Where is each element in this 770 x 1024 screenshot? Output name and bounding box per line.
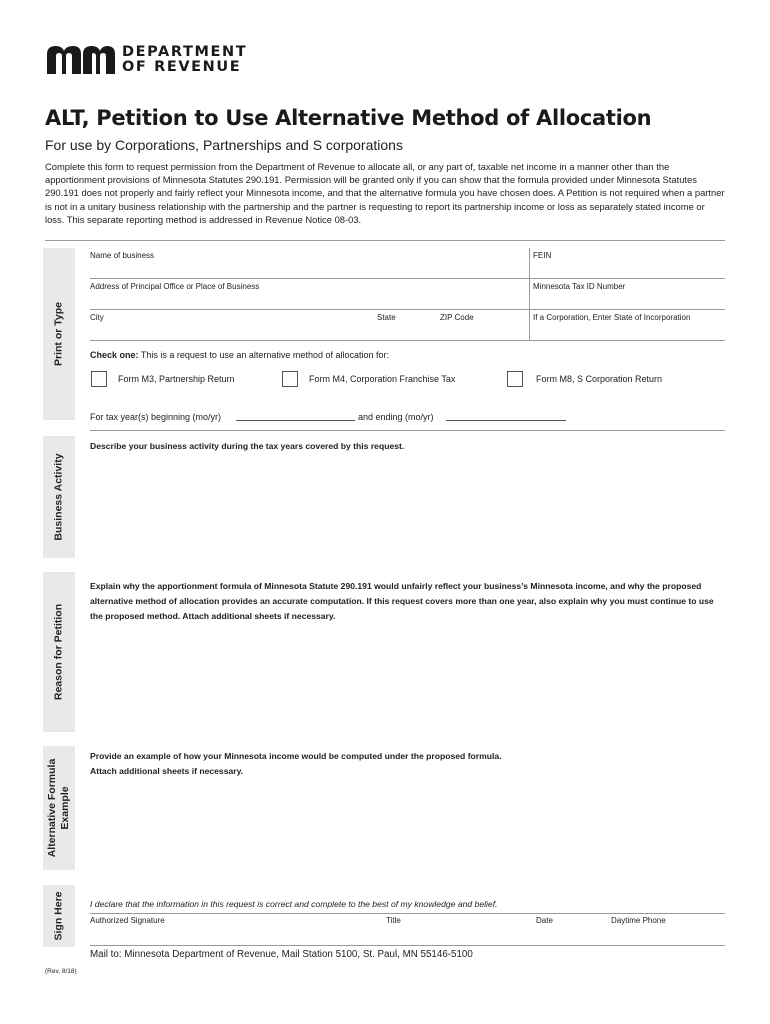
tax-year-end-field[interactable]: [446, 411, 566, 421]
business-activity-field[interactable]: [90, 458, 725, 558]
signature-line[interactable]: [90, 913, 725, 914]
formula-field[interactable]: [90, 785, 725, 870]
revision-date: (Rev. 8/18): [45, 968, 77, 975]
reason-prompt: Explain why the apportionment formula of Minnesota Statute 290.191 would unfairly reflect your business’s Minnesota income, and why the proposed alternative method of allocation provides an accurate computation. If this request covers more than one year, also explain why you must continue to use the proposed method. Attach additional sheets if necessary.: [90, 581, 714, 621]
department-name: DEPARTMENT OF REVENUE: [122, 44, 248, 75]
option-form-m4-label: Form M4, Corporation Franchise Tax: [309, 374, 456, 384]
tab-label: Sign Here: [52, 891, 65, 941]
tab-reason-for-petition: [43, 572, 75, 732]
business-activity-prompt: Describe your business activity during the tax years covered by this request.: [90, 441, 405, 451]
check-one-instruction: Check one: This is a request to use an alternative method of allocation for:: [90, 350, 389, 360]
form-subtitle: For use by Corporations, Partnerships and S corporations: [45, 137, 403, 153]
form-instructions: Complete this form to request permission from the Department of Revenue to allocate all, or any part of, taxable net income in a manner other than the apportionment provisions of Minnesota Statutes 290.191. Permission will be granted only if you can show that the formula provided under Minnesota Statutes 290.191 does not properly and fairly reflect your Minnesota income, and that the alternative formula you have chosen does. A Petition is not required when a partner is not in a unitary business relationship with the partnership and the partner is requesting to report its partnership income or loss as separately stated income or loss. This separate reporting method is addressed in Revenue Notice 08-03.: [45, 161, 725, 225]
checkbox-form-m3[interactable]: [91, 371, 107, 387]
fein-label: FEIN: [533, 251, 552, 260]
formula-prompt: Provide an example of how your Minnesota income would be computed under the proposed formula. Attach additional sheets if necessary.: [90, 751, 502, 776]
date-label: Date: [536, 916, 553, 925]
checkbox-form-m4[interactable]: [282, 371, 298, 387]
tax-year-end-label: and ending (mo/yr): [358, 412, 434, 422]
tab-label: Reason for Petition: [52, 603, 65, 701]
form-title: ALT, Petition to Use Alternative Method of Allocation: [45, 106, 652, 130]
mailing-address: Mail to: Minnesota Department of Revenue, Mail Station 5100, St. Paul, MN 55146-5100: [90, 949, 473, 960]
city-label: City: [90, 313, 104, 322]
address-field[interactable]: [90, 309, 725, 310]
tab-business-activity: [43, 436, 75, 558]
checkbox-form-m8[interactable]: [507, 371, 523, 387]
title-label: Title: [386, 916, 401, 925]
tab-label: Print or Type: [52, 302, 65, 366]
address-label: Address of Principal Office or Place of Business: [90, 282, 260, 291]
divider: [90, 430, 725, 431]
tab-print-or-type: [43, 248, 75, 420]
tab-label: Alternative Formula Example: [46, 758, 71, 858]
business-name-label: Name of business: [90, 251, 155, 260]
tax-id-label: Minnesota Tax ID Number: [533, 282, 626, 291]
tax-year-begin-label: For tax year(s) beginning (mo/yr): [90, 412, 222, 422]
tab-sign-here: [43, 885, 75, 947]
signature-label: Authorized Signature: [90, 916, 165, 925]
business-name-field[interactable]: [90, 278, 725, 279]
option-form-m8-label: Form M8, S Corporation Return: [536, 374, 663, 384]
phone-label: Daytime Phone: [611, 916, 666, 925]
tax-year-begin-field[interactable]: [236, 411, 355, 421]
option-form-m3-label: Form M3, Partnership Return: [118, 374, 235, 384]
tab-alternative-formula-example: [43, 746, 75, 870]
city-field[interactable]: [90, 340, 725, 341]
tab-label: Business Activity: [52, 453, 65, 541]
reason-field[interactable]: [90, 630, 725, 730]
zip-label: ZIP Code: [440, 313, 474, 322]
corp-state-label: If a Corporation, Enter State of Incorporation: [533, 313, 691, 322]
divider: [90, 945, 725, 946]
divider: [45, 240, 725, 241]
mn-logo-icon: [47, 46, 115, 74]
state-label: State: [377, 313, 396, 322]
column-divider: [529, 248, 530, 340]
declaration-text: I declare that the information in this request is correct and complete to the best of my knowledge and belief.: [90, 899, 498, 909]
